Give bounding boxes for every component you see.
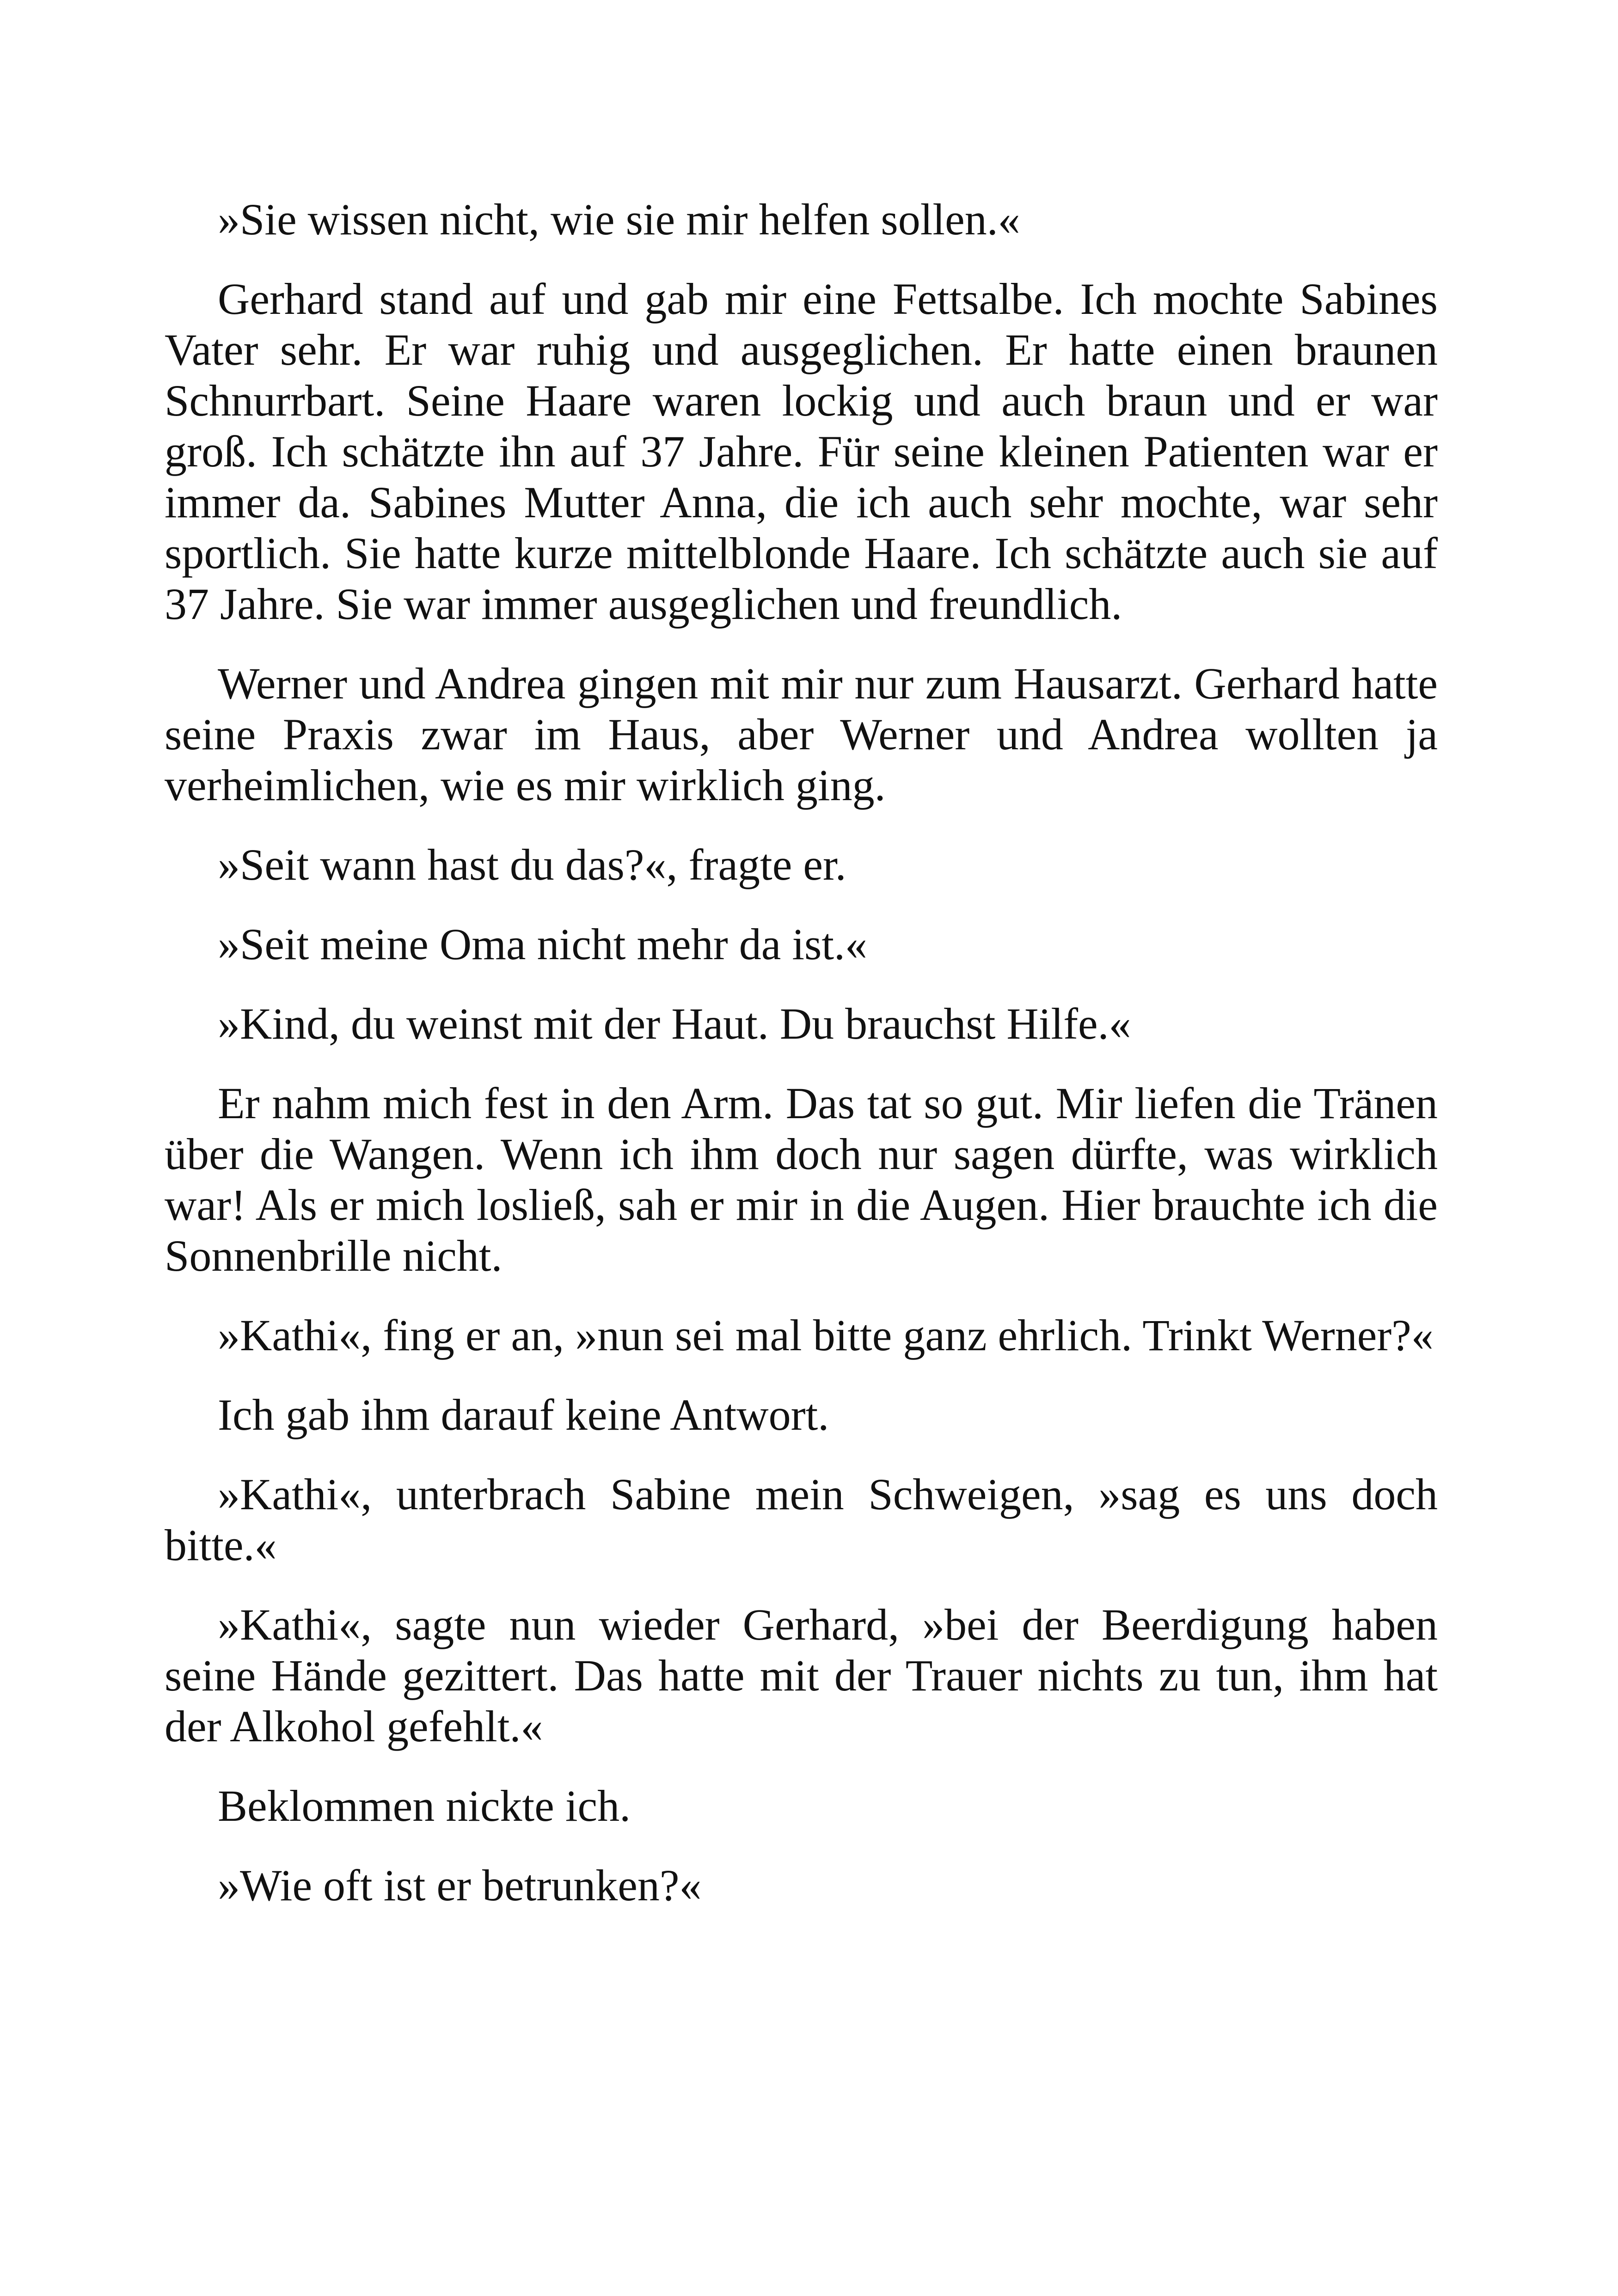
paragraph: Beklommen nickte ich.: [218, 1781, 631, 1831]
paragraph: Ich gab ihm darauf keine Antwort.: [218, 1390, 829, 1439]
paragraph: »Kathi«, unterbrach Sabine mein Schweigen, »sag es uns doch bitte.«: [165, 1469, 1438, 1570]
paragraph: Gerhard stand auf und gab mir eine Fettsalbe. Ich mochte Sabines Vater sehr. Er war ruhig und ausgeglichen. Er hatte einen braunen Schnurrbart. Seine Haare waren lockig und auch braun und er war groß. Ich schätzte ihn auf 37 Jahre. Für seine kleinen Patienten war er immer da. Sabines Mutter Anna, die ich auch sehr mochte, war sehr sportlich. Sie hatte kurze mittelblonde Haare. Ich schätzte auch sie auf 37 Jahre. Sie war immer ausgeglichen und freundlich.: [165, 274, 1438, 629]
paragraph: »Wie oft ist er betrunken?«: [218, 1861, 702, 1910]
paragraph: »Kind, du weinst mit der Haut. Du brauchst Hilfe.«: [218, 999, 1131, 1048]
paragraph: Werner und Andrea gingen mit mir nur zum Hausarzt. Gerhard hatte seine Praxis zwar im Haus, aber Werner und Andrea wollten ja verheimlichen, wie es mir wirklich ging.: [165, 659, 1438, 810]
paragraph: »Seit wann hast du das?«, fragte er.: [218, 840, 846, 889]
paragraph: »Kathi«, sagte nun wieder Gerhard, »bei der Beerdigung haben seine Hände gezittert. Das hatte mit der Trauer nichts zu tun, ihm hat der Alkohol gefehlt.«: [165, 1600, 1438, 1751]
body-text: [165, 194, 1438, 1940]
paragraph: Er nahm mich fest in den Arm. Das tat so gut. Mir liefen die Tränen über die Wangen. Wenn ich ihm doch nur sagen dürfte, was wirklich war! Als er mich losließ, sah er mir in die Augen. Hier brauchte ich die Sonnenbrille nicht.: [165, 1078, 1438, 1280]
paragraph: »Sie wissen nicht, wie sie mir helfen sollen.«: [218, 195, 1020, 244]
paragraph: »Seit meine Oma nicht mehr da ist.«: [218, 919, 868, 969]
paragraph: »Kathi«, fing er an, »nun sei mal bitte ganz ehrlich. Trinkt Werner?«: [218, 1310, 1434, 1360]
book-page: [165, 0, 1438, 2296]
